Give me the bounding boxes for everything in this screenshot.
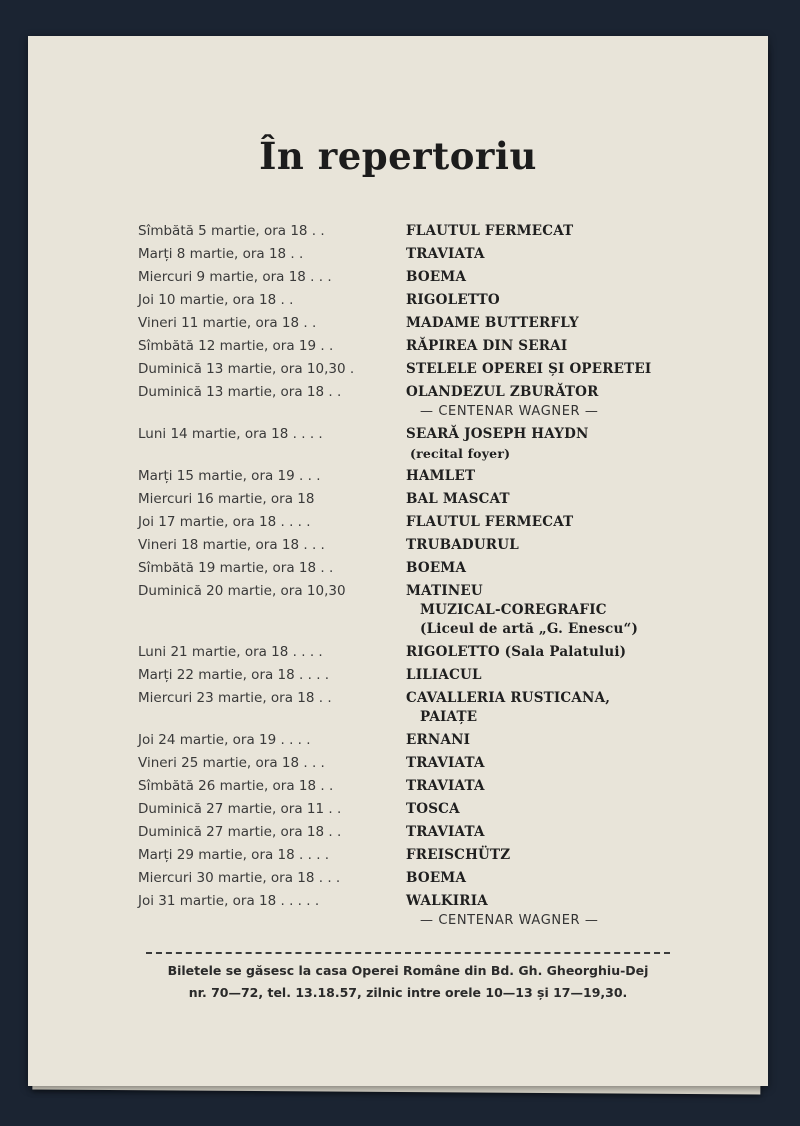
performance-date: Joi 31 martie, ora 18 . . . . . — [138, 893, 320, 909]
performance-row — [138, 245, 728, 264]
performance-title — [406, 536, 728, 555]
performance-date: Duminică 13 martie, ora 18 . . — [138, 384, 342, 400]
performance-row — [138, 666, 728, 685]
ticket-info-line-2: nr. 70—72, tel. 13.18.57, zilnic intre orele 10—13 și 17—19,30. — [188, 985, 628, 1000]
performance-title-line: TRAVIATA — [406, 824, 485, 840]
performance-date: Duminică 20 martie, ora 10,30 — [138, 583, 346, 599]
performance-row — [138, 536, 728, 555]
performance-date: Duminică 27 martie, ora 11 . . — [138, 801, 342, 817]
performance-date: Duminică 13 martie, ora 10,30 . — [138, 361, 355, 377]
performance-title — [406, 490, 728, 509]
performance-title-line: TOSCA — [406, 801, 460, 817]
performance-row — [138, 268, 728, 287]
performance-title-line: PAIAȚE — [420, 709, 478, 725]
performance-title — [406, 892, 728, 930]
performance-title-line: TRAVIATA — [406, 246, 485, 262]
performance-row — [138, 582, 728, 639]
performance-title-line: TRAVIATA — [406, 755, 485, 771]
performance-title-line: HAMLET — [406, 468, 476, 484]
performance-title-line: BOEMA — [406, 560, 467, 576]
performance-title — [406, 869, 728, 888]
performance-row — [138, 643, 728, 662]
performance-title — [406, 291, 728, 310]
performance-row — [138, 337, 728, 356]
performance-title-line: BOEMA — [406, 870, 467, 886]
performance-date: Marți 15 martie, ora 19 . . . — [138, 468, 321, 484]
performance-list — [138, 222, 728, 934]
performance-title-line: LILIACUL — [406, 667, 482, 683]
performance-title-line: CAVALLERIA RUSTICANA, — [406, 690, 611, 706]
performance-note: (recital foyer) — [410, 446, 511, 461]
performance-title-line: RIGOLETTO — [406, 292, 500, 308]
performance-row — [138, 689, 728, 727]
performance-subtitle: — CENTENAR WAGNER — — [420, 404, 599, 419]
performance-title — [406, 383, 728, 421]
performance-date: Miercuri 16 martie, ora 18 — [138, 491, 315, 507]
performance-row — [138, 490, 728, 509]
performance-title-line: RIGOLETTO (Sala Palatului) — [406, 644, 627, 660]
performance-date: Sîmbătă 5 martie, ora 18 . . — [138, 223, 325, 239]
performance-row — [138, 291, 728, 310]
performance-date: Vineri 18 martie, ora 18 . . . — [138, 537, 325, 553]
performance-date: Duminică 27 martie, ora 18 . . — [138, 824, 342, 840]
performance-title-line: FLAUTUL FERMECAT — [406, 223, 574, 239]
performance-date: Vineri 11 martie, ora 18 . . — [138, 315, 317, 331]
performance-date: Joi 10 martie, ora 18 . . — [138, 292, 294, 308]
performance-row — [138, 513, 728, 532]
performance-title — [406, 425, 728, 463]
performance-title — [406, 689, 728, 727]
performance-date: Miercuri 30 martie, ora 18 . . . — [138, 870, 341, 886]
performance-title-line: TRUBADURUL — [406, 537, 519, 553]
performance-title-line: BAL MASCAT — [406, 491, 510, 507]
performance-row — [138, 892, 728, 930]
performance-title-line: FLAUTUL FERMECAT — [406, 514, 574, 530]
performance-row — [138, 314, 728, 333]
performance-title-line: ERNANI — [406, 732, 471, 748]
performance-title — [406, 222, 728, 241]
performance-title — [406, 559, 728, 578]
performance-date: Vineri 25 martie, ora 18 . . . — [138, 755, 325, 771]
performance-date: Miercuri 9 martie, ora 18 . . . — [138, 269, 332, 285]
performance-title — [406, 245, 728, 264]
performance-date: Luni 21 martie, ora 18 . . . . — [138, 644, 323, 660]
performance-row — [138, 425, 728, 463]
page-title: În repertoriu — [259, 134, 537, 178]
performance-row — [138, 800, 728, 819]
performance-title — [406, 513, 728, 532]
performance-subtitle: — CENTENAR WAGNER — — [420, 913, 599, 928]
performance-title-line: (Liceul de artă „G. Enescu“) — [420, 621, 639, 637]
performance-title — [406, 337, 728, 356]
performance-date: Sîmbătă 26 martie, ora 18 . . — [138, 778, 334, 794]
performance-title-line: STELELE OPEREI ȘI OPERETEI — [406, 361, 652, 377]
performance-date: Luni 14 martie, ora 18 . . . . — [138, 426, 323, 442]
performance-title — [406, 777, 728, 796]
performance-title — [406, 731, 728, 750]
performance-date: Joi 17 martie, ora 18 . . . . — [138, 514, 311, 530]
ticket-info — [128, 960, 688, 1004]
performance-title — [406, 754, 728, 773]
performance-title — [406, 823, 728, 842]
performance-row — [138, 731, 728, 750]
performance-title — [406, 666, 728, 685]
ticket-info-line-1: Biletele se găsesc la casa Operei Române din Bd. Gh. Gheorghiu-Dej — [167, 963, 649, 978]
performance-row — [138, 823, 728, 842]
performance-date: Marți 8 martie, ora 18 . . — [138, 246, 304, 262]
performance-title — [406, 846, 728, 865]
performance-row — [138, 222, 728, 241]
performance-title — [406, 314, 728, 333]
performance-title — [406, 643, 728, 662]
performance-date: Marți 22 martie, ora 18 . . . . — [138, 667, 330, 683]
program-sheet — [28, 36, 768, 1086]
performance-date: Joi 24 martie, ora 19 . . . . — [138, 732, 311, 748]
performance-title-line: MATINEU — [406, 583, 483, 599]
performance-date: Sîmbătă 19 martie, ora 18 . . — [138, 560, 334, 576]
performance-title-line: WALKIRIA — [406, 893, 488, 909]
performance-row — [138, 754, 728, 773]
performance-title-line: OLANDEZUL ZBURĂTOR — [406, 384, 599, 400]
performance-title — [406, 800, 728, 819]
performance-row — [138, 383, 728, 421]
performance-title — [406, 268, 728, 287]
performance-title-line: TRAVIATA — [406, 778, 485, 794]
performance-title — [406, 582, 728, 639]
performance-title-line: MADAME BUTTERFLY — [406, 315, 579, 331]
performance-row — [138, 467, 728, 486]
performance-title-line: MUZICAL-COREGRAFIC — [420, 602, 607, 618]
performance-row — [138, 777, 728, 796]
performance-row — [138, 559, 728, 578]
performance-title-line: RĂPIREA DIN SERAI — [406, 338, 568, 354]
performance-row — [138, 360, 728, 379]
performance-date: Marți 29 martie, ora 18 . . . . — [138, 847, 330, 863]
performance-row — [138, 869, 728, 888]
performance-title-line: SEARĂ JOSEPH HAYDN — [406, 426, 589, 442]
performance-title — [406, 360, 728, 379]
performance-title-line: FREISCHÜTZ — [406, 847, 511, 863]
performance-date: Miercuri 23 martie, ora 18 . . — [138, 690, 332, 706]
performance-title-line: BOEMA — [406, 269, 467, 285]
footer-divider — [146, 952, 670, 954]
performance-row — [138, 846, 728, 865]
performance-title — [406, 467, 728, 486]
performance-date: Sîmbătă 12 martie, ora 19 . . — [138, 338, 334, 354]
